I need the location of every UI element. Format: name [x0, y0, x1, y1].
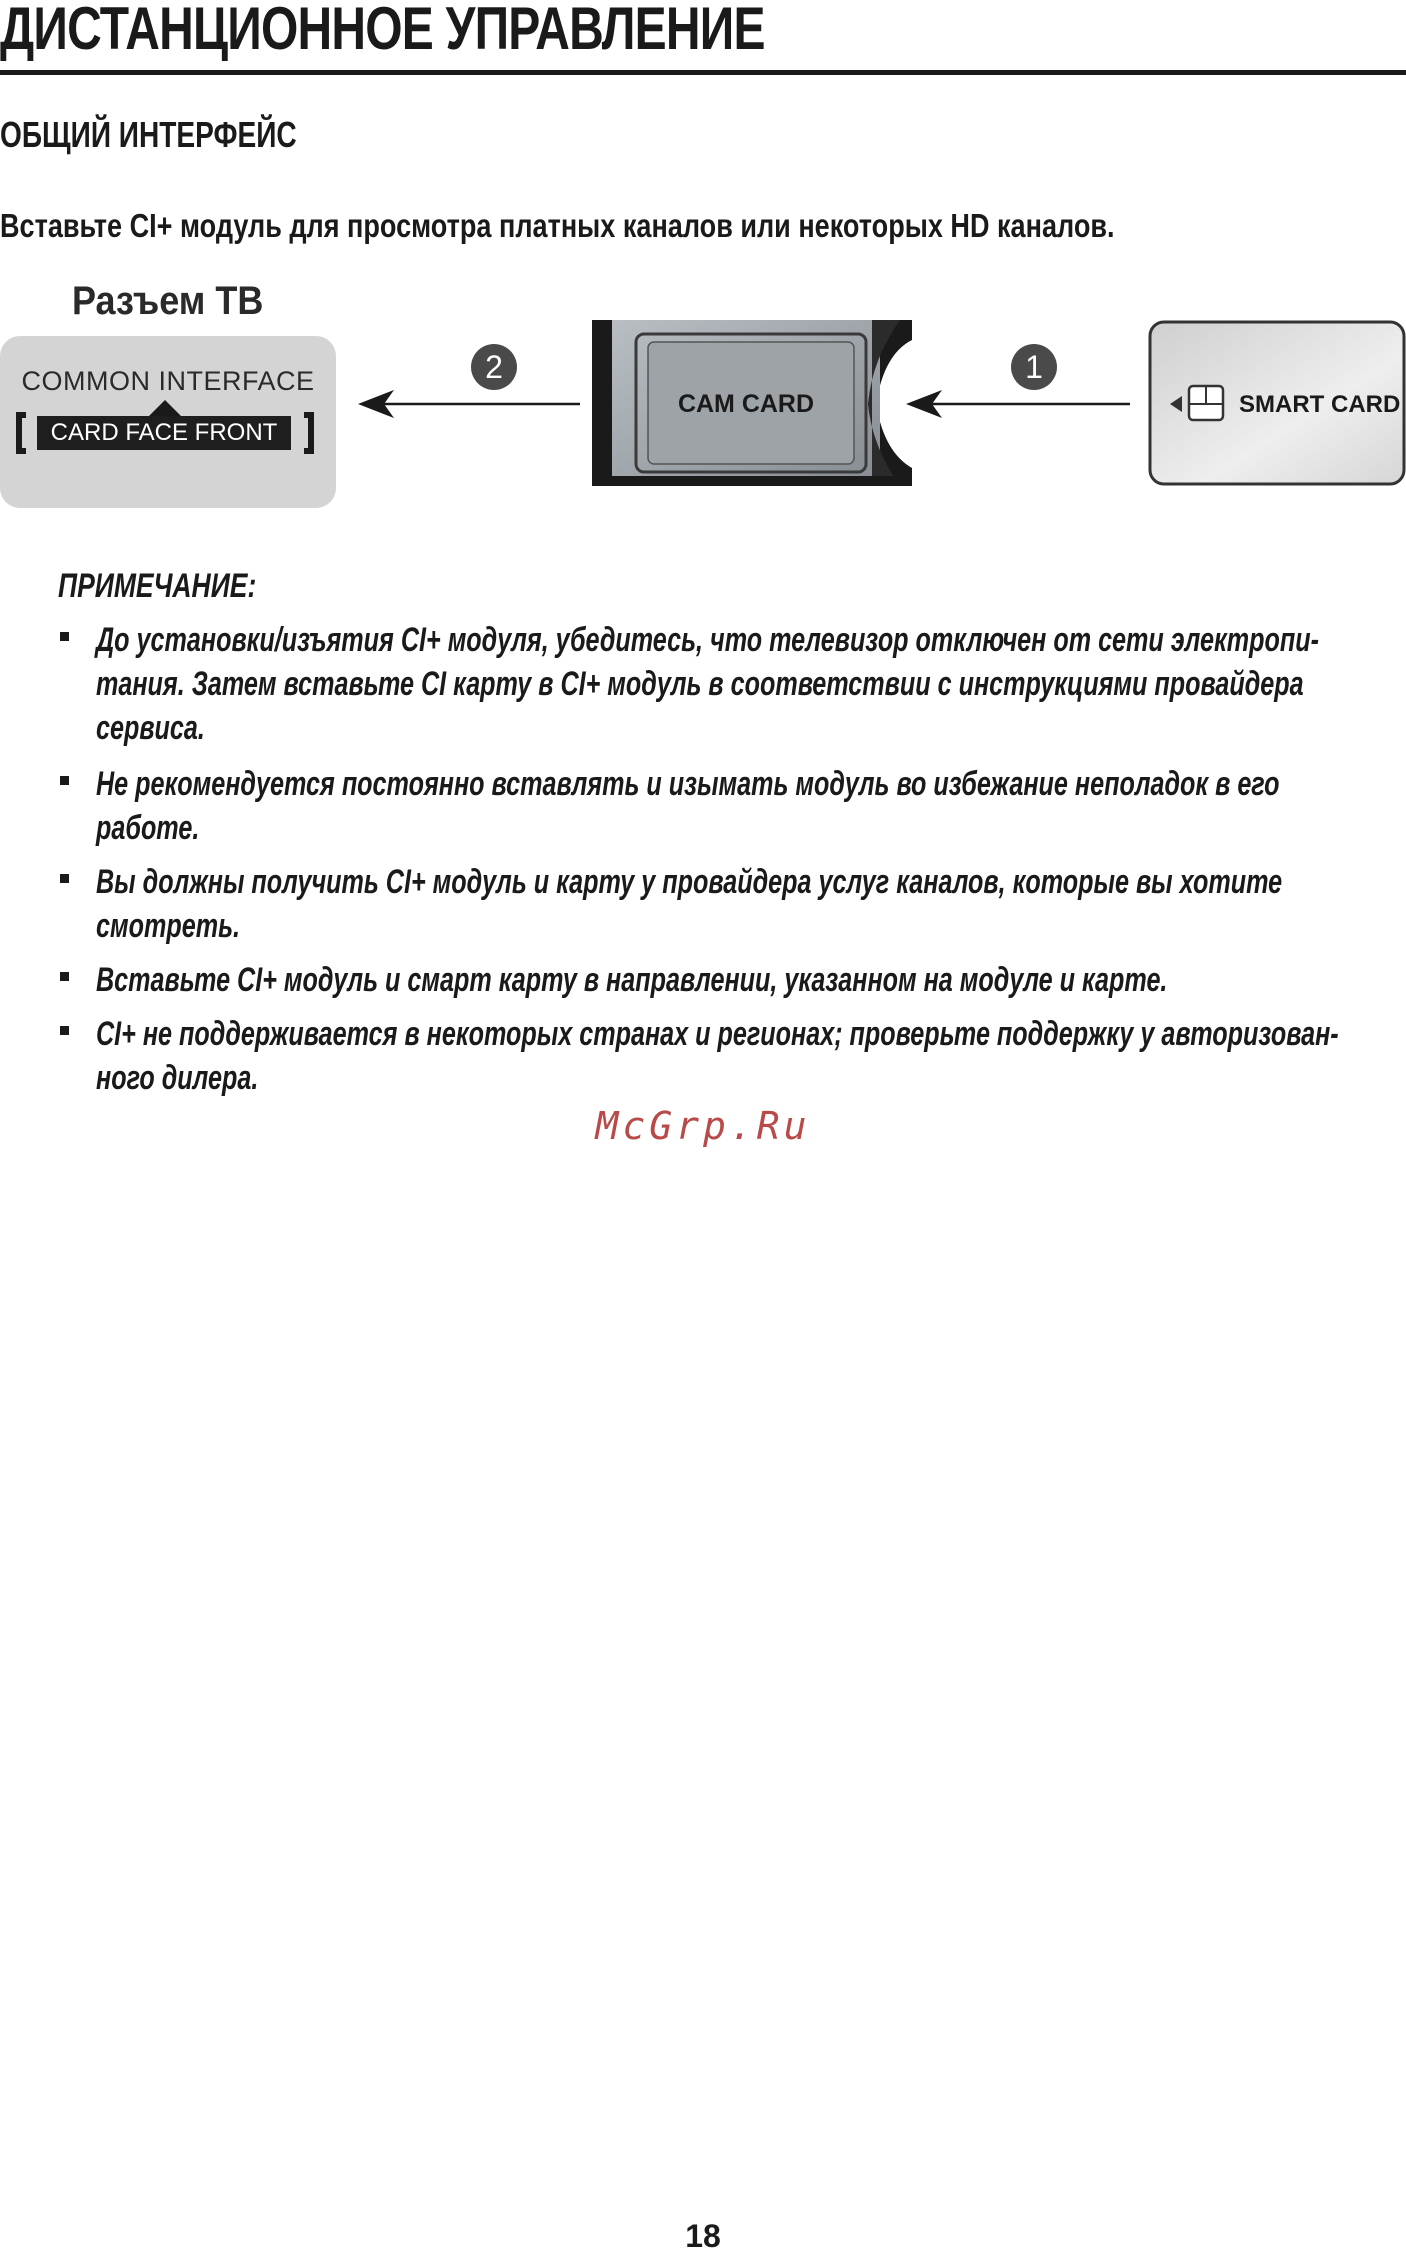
page-number: 18 [685, 2218, 721, 2254]
tv-slot-caption: Разъем ТВ [72, 279, 264, 323]
cam-card [592, 320, 912, 486]
arrow-to-cam-icon [906, 390, 1130, 418]
note-1-line-2: тания. Затем вставьте CI карту в CI+ модуль в соответствии с инструкциями провайдера [96, 665, 1304, 703]
step-one-badge [1011, 344, 1057, 390]
ci-slot-title: COMMON INTERFACE [21, 366, 315, 396]
title-rule [0, 70, 1406, 75]
step-one-number: 1 [1025, 349, 1043, 385]
smart-card [1150, 322, 1404, 484]
bullet-icon [60, 972, 69, 981]
smart-card-chip-icon [1189, 386, 1223, 420]
bullet-icon [60, 632, 69, 641]
note-3-line-2: смотреть. [96, 907, 241, 945]
card-face-front-label: CARD FACE FRONT [37, 416, 291, 450]
step-two-badge [471, 344, 517, 390]
note-5-line-2: ного дилера. [96, 1059, 259, 1097]
insertion-diagram [0, 300, 1406, 500]
note-2-line-2: работе. [96, 809, 200, 847]
note-3-line-1: Вы должны получить CI+ модуль и карту у провайдера услуг каналов, которые вы хотите [96, 863, 1283, 901]
bullet-icon [60, 776, 69, 785]
note-1-line-3: сервиса. [96, 709, 205, 747]
note-2-line-1: Не рекомендуется постоянно вставлять и изымать модуль во избежание неполадок в его [96, 765, 1280, 803]
cam-card-label: CAM CARD [677, 390, 815, 418]
page-title: ДИСТАНЦИОННОЕ УПРАВЛЕНИЕ [0, 0, 765, 62]
intro-text: Вставьте CI+ модуль для просмотра платных каналов или некоторых HD каналов. [0, 207, 1115, 244]
smart-card-label: SMART CARD [1239, 391, 1401, 418]
watermark: McGrp.Ru [595, 1104, 811, 1148]
bullet-icon [60, 874, 69, 883]
section-heading: ОБЩИЙ ИНТЕРФЕЙС [0, 114, 297, 155]
note-4-line-1: Вставьте CI+ модуль и смарт карту в направлении, указанном на модуле и карте. [96, 961, 1168, 999]
note-5-line-1: CI+ не поддерживается в некоторых странах и регионах; проверьте поддержку у авторизован- [96, 1015, 1339, 1053]
note-1-line-1: До установки/изъятия CI+ модуля, убедитесь, что телевизор отключен от сети электропи- [96, 621, 1319, 659]
bullet-icon [60, 1026, 69, 1035]
note-heading: ПРИМЕЧАНИЕ: [58, 567, 257, 605]
step-two-number: 2 [485, 349, 503, 385]
arrow-to-slot-icon [358, 390, 580, 418]
